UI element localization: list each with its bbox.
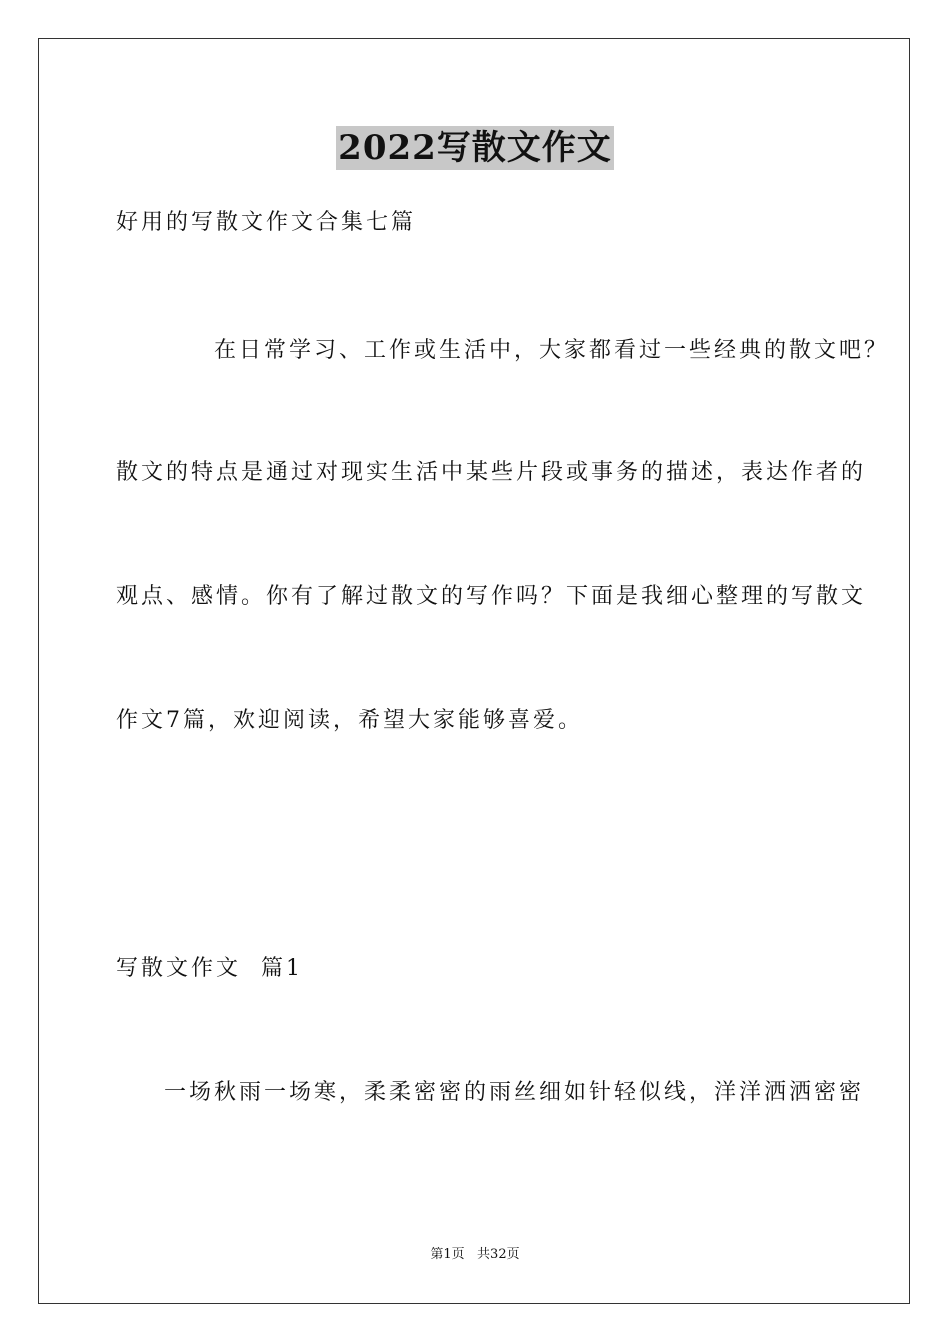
- document-subtitle: 好用的写散文作文合集七篇: [116, 210, 417, 235]
- intro-line-3: 观点、感情。你有了解过散文的写作吗？下面是我细心整理的写散文: [116, 584, 867, 609]
- intro-line-2: 散文的特点是通过对现实生活中某些片段或事务的描述，表达作者的: [116, 460, 867, 485]
- body-line-1: 一场秋雨一场寒，柔柔密密的雨丝细如针轻似线，洋洋洒洒密密: [164, 1080, 865, 1105]
- intro-line-1: 在日常学习、工作或生活中，大家都看过一些经典的散文吧？: [214, 338, 890, 363]
- section-heading: 写散文作文 篇1: [116, 956, 303, 981]
- page-footer: 第1页 共32页: [430, 1247, 520, 1262]
- intro-line-4: 作文7篇，欢迎阅读，希望大家能够喜爱。: [116, 708, 583, 733]
- document-title: 2022写散文作文: [338, 128, 612, 168]
- title-container: [0, 126, 950, 170]
